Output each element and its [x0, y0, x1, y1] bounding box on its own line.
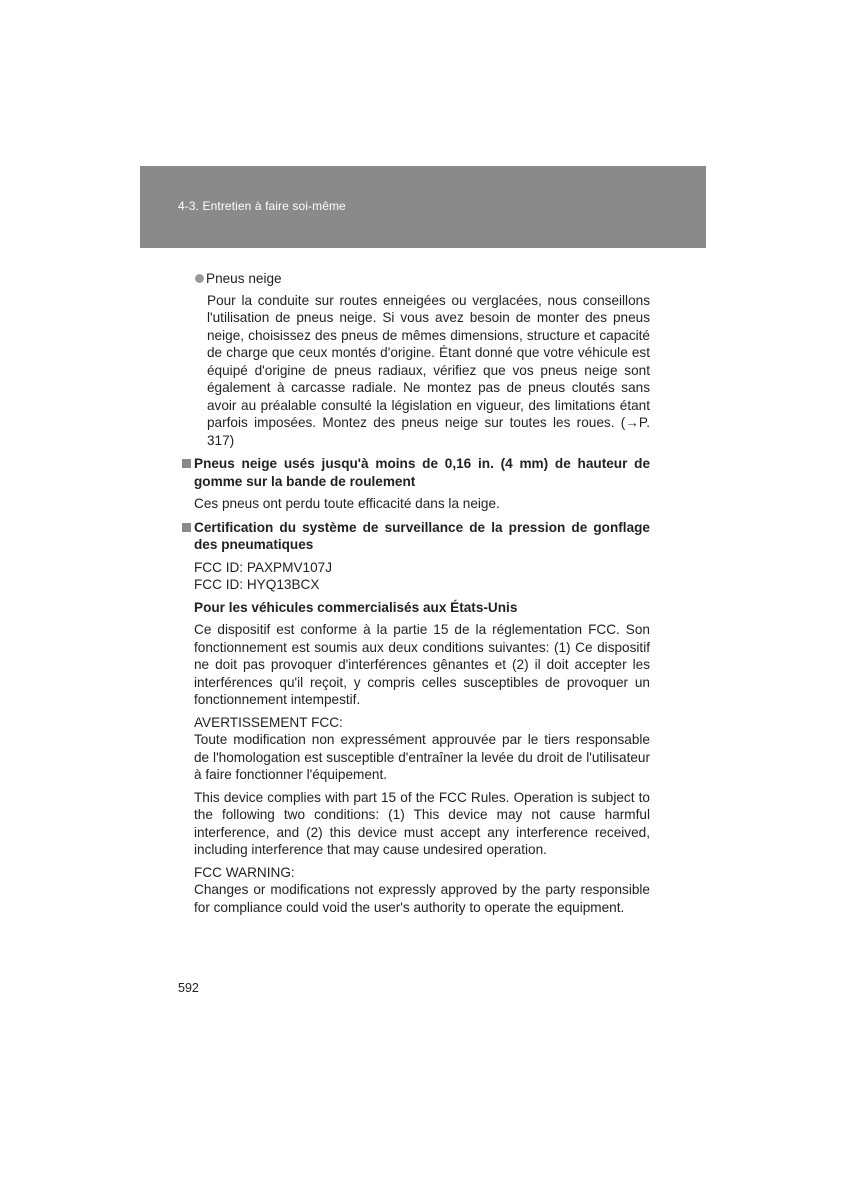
- en-warning-label: FCC WARNING:: [194, 864, 295, 880]
- snow-tires-body: Pour la conduite sur routes enneigées ou verglacées, nous conseillons l'utilisation de pneus neige. Si vous avez besoin de monter des pneus neige, choisissez des pneus de mêmes dimensions, structure et capacité de charge que ceux montés d'origine. Étant donné que votre véhicule est équipé d'origine de pneus radiaux, vérifiez que vos pneus neige sont également à carcasse radiale. Ne montez pas de pneus cloutés sans avoir au préalable consulté la législation en vigueur, des limitations étant parfois imposées. Montez des pneus neige sur toutes les roues. (→P. 317): [207, 292, 650, 448]
- worn-snow-tires-title: Pneus neige usés jusqu'à moins de 0,16 in. (4 mm) de hauteur de gomme sur la bande de roulement: [194, 456, 650, 489]
- page-number: 592: [178, 981, 199, 995]
- snow-tires-heading-row: [195, 270, 650, 288]
- fcc-id-block: [194, 559, 650, 594]
- square-bullet-icon: [182, 523, 191, 532]
- fr-compliance-text: Ce dispositif est conforme à la partie 15 de la réglementation FCC. Son fonctionnement est soumis aux deux conditions suivantes: (1) Ce dispositif ne doit pas provoquer d'interférences gênantes et (2) il doit accepter les interférences qu'il reçoit, y compris celles susceptibles de provoquer un fonctionnement intempestif.: [194, 622, 650, 707]
- fr-warning-label: AVERTISSEMENT FCC:: [194, 714, 343, 730]
- en-warning-block: [194, 864, 650, 917]
- fcc-id-1: FCC ID: PAXPMV107J: [194, 559, 332, 575]
- chapter-title: 4-3. Entretien à faire soi-même: [178, 199, 346, 213]
- fr-warning-block: [194, 714, 650, 784]
- certification-title: Certification du système de surveillance de la pression de gonflage des pneumatiques: [194, 519, 650, 552]
- worn-snow-tires-body: Ces pneus ont perdu toute efficacité dans la neige.: [194, 496, 500, 511]
- fr-warning-body: Toute modification non expressément approuvée par le tiers responsable de l'homologation est susceptible d'entraîner la levée du droit de l'utilisateur à faire fonctionner l'équipement.: [194, 732, 650, 782]
- en-warning-body: Changes or modifications not expressly approved by the party responsible for compliance could void the user's authority to operate the equipment.: [194, 882, 650, 915]
- us-vehicles-heading: Pour les véhicules commercialisés aux États-Unis: [194, 599, 518, 615]
- snow-tires-heading: Pneus neige: [206, 271, 282, 286]
- worn-snow-tires-section-header: [182, 455, 650, 490]
- chapter-header: [140, 166, 706, 248]
- certification-section-header: [182, 519, 650, 554]
- fcc-id-2: FCC ID: HYQ13BCX: [194, 577, 320, 592]
- round-bullet-icon: [195, 274, 204, 283]
- square-bullet-icon: [182, 459, 191, 468]
- en-compliance-text: This device complies with part 15 of the FCC Rules. Operation is subject to the following two conditions: (1) This device may not cause harmful interference, and (2) this device must accept any interference received, including interference that may cause undesired operation.: [194, 789, 650, 857]
- page-content: [182, 270, 650, 916]
